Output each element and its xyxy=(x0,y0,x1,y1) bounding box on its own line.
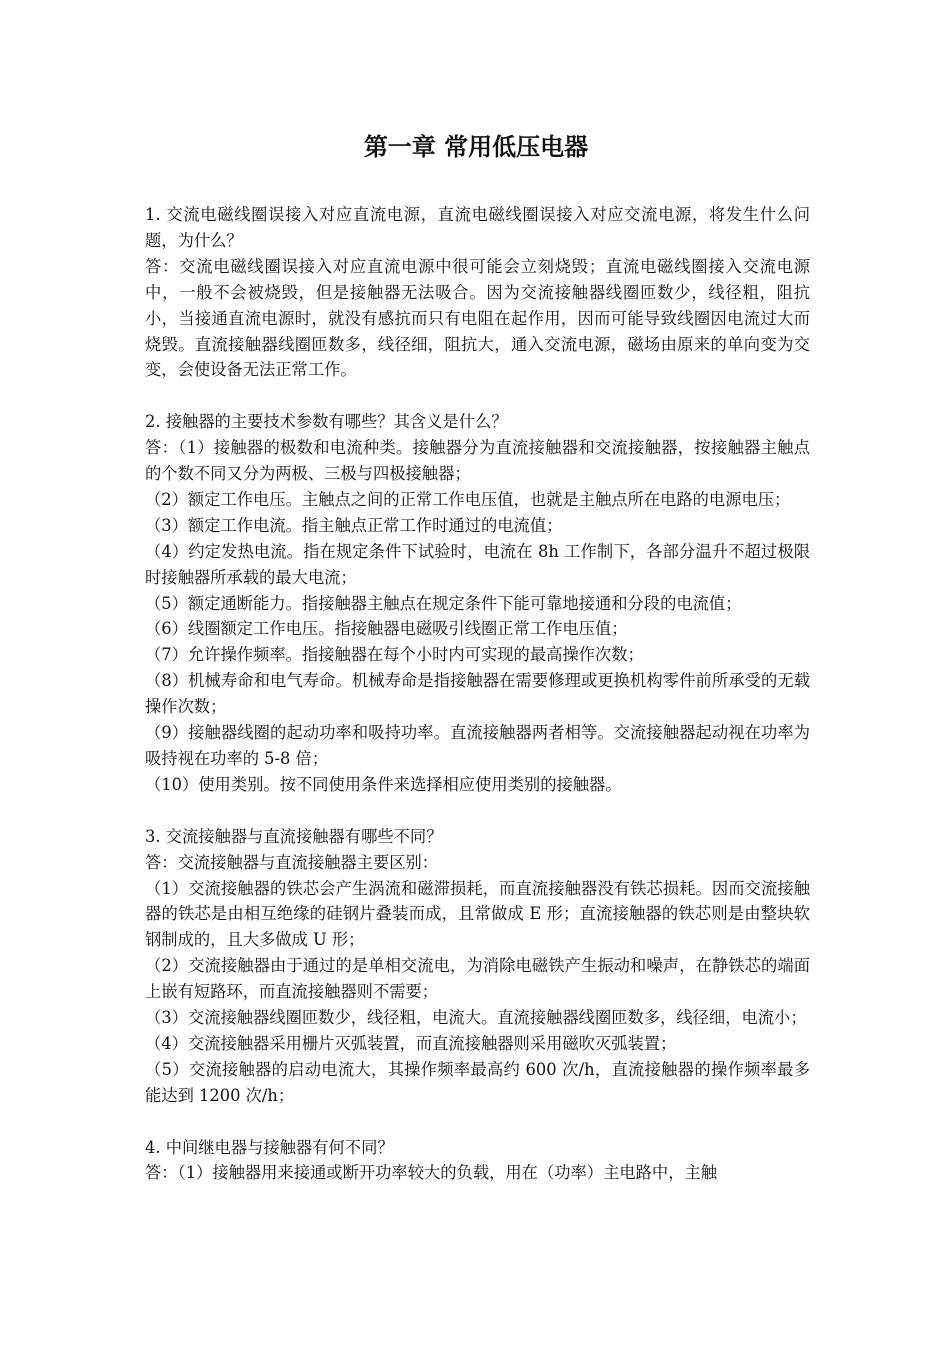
question-1-section xyxy=(145,202,810,383)
question-2: 2. 接触器的主要技术参数有哪些？其含义是什么？ xyxy=(145,412,508,432)
answer-2-item: 答：（1）接触器的极数和电流种类。接触器分为直流接触器和交流接触器，按接触器主触点的个数不同又分为两极、三极与四极接触器； xyxy=(145,438,810,484)
question-3: 3. 交流接触器与直流接触器有哪些不同？ xyxy=(145,826,443,846)
answer-2-item: （9）接触器线圈的起动功率和吸持功率。直流接触器两者相等。交流接触器起动视在功率为吸持视在功率的 5-8 倍； xyxy=(145,723,810,769)
answer-2-item: （3）额定工作电流。指主触点正常工作时通过的电流值； xyxy=(145,515,563,535)
question-4-section xyxy=(145,1135,810,1187)
answer-3-item: （4）交流接触器采用栅片灭弧装置，而直流接触器则采用磁吹灭弧装置； xyxy=(145,1033,677,1053)
chapter-title: 第一章 常用低压电器 xyxy=(363,133,589,161)
question-2-section xyxy=(145,409,810,798)
answer-2-item: （10）使用类别。按不同使用条件来选择相应使用类别的接触器。 xyxy=(145,774,622,794)
document-body xyxy=(145,202,810,1212)
answer-2-item: （4）约定发热电流。指在规定条件下试验时，电流在 8h 工作制下，各部分温升不超过极限时接触器所承载的最大电流； xyxy=(145,541,810,587)
answer-2-item: （5）额定通断能力。指接触器主触点在规定条件下能可靠地接通和分段的电流值； xyxy=(145,593,742,613)
question-4: 4. 中间继电器与接触器有何不同？ xyxy=(145,1137,394,1157)
answer-4-item: 答：（1）接触器用来接通或断开功率较大的负载，用在（功率）主电路中，主触 xyxy=(145,1163,718,1183)
question-1: 1. 交流电磁线圈误接入对应直流电源，直流电磁线圈误接入对应交流电源，将发生什么问题，为什么？ xyxy=(145,205,810,250)
answer-2-item: （6）线圈额定工作电压。指接触器电磁吸引线圈正常工作电压值； xyxy=(145,619,628,639)
answer-2-item: （2）额定工作电压。主触点之间的正常工作电压值，也就是主触点所在电路的电源电压； xyxy=(145,489,791,509)
answer-3-item: （1）交流接触器的铁芯会产生涡流和磁滞损耗，而直流接触器没有铁芯损耗。因而交流接触器的铁芯是由相互绝缘的硅钢片叠装而成，且常做成 E 形；直流接触器的铁芯则是由整块软钢制成的，且大多做成 U 形； xyxy=(145,878,810,950)
answer-3-item: （2）交流接触器由于通过的是单相交流电，为消除电磁铁产生振动和噪声，在静铁芯的端面上嵌有短路环，而直流接触器则不需要； xyxy=(145,956,810,1002)
answer-3-item: （3）交流接触器线圈匝数少，线径粗，电流大。直流接触器线圈匝数多，线径细，电流小； xyxy=(145,1008,807,1028)
answer-1-paragraph: 答：交流电磁线圈误接入对应直流电源中很可能会立刻烧毁；直流电磁线圈接入交流电源中，一般不会被烧毁，但是接触器无法吸合。因为交流接触器线圈匝数少，线径粗，阻抗小，当接通直流电源时，就没有感抗而只有电阻在起作用，因而可能导致线圈因电流过大而烧毁。直流接触器线圈匝数多，线径细，阻抗大，通入交流电源，磁场由原来的单向变为交变，会使设备无法正常工作。 xyxy=(145,256,810,380)
answer-3-item: 答：交流接触器与直流接触器主要区别： xyxy=(145,852,439,872)
answer-2-item: （8）机械寿命和电气寿命。机械寿命是指接触器在需要修理或更换机构零件前所承受的无载操作次数； xyxy=(145,671,810,717)
answer-2-item: （7）允许操作频率。指接触器在每个小时内可实现的最高操作次数； xyxy=(145,645,644,665)
answer-3-item: （5）交流接触器的启动电流大，其操作频率最高约 600 次/h，直流接触器的操作频率最多能达到 1200 次/h； xyxy=(145,1059,810,1105)
question-3-section xyxy=(145,824,810,1109)
